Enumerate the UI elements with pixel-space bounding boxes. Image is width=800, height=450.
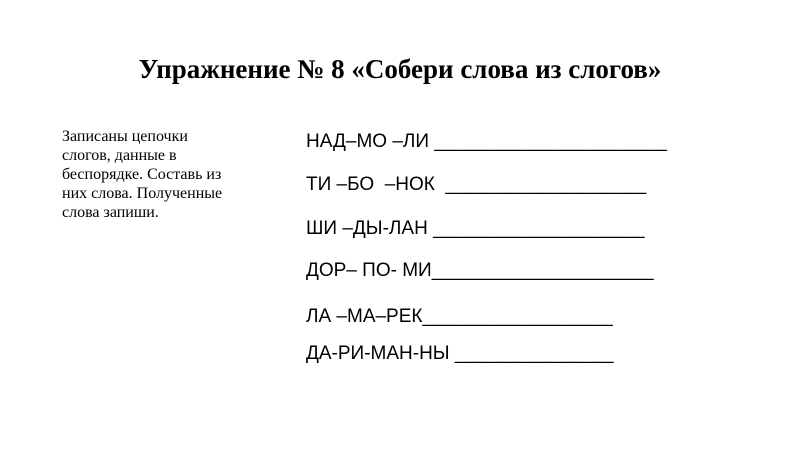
instructions-line: слогов, данные в — [62, 147, 177, 164]
task-row — [306, 258, 654, 284]
task-row — [306, 304, 613, 330]
instructions-text — [62, 127, 292, 222]
syllable-chain: ДОР– ПО- МИ — [306, 260, 432, 281]
answer-blank[interactable]: __________________ — [422, 306, 613, 327]
syllable-chain: НАД–МО –ЛИ — [306, 131, 435, 152]
syllable-chain: ШИ –ДЫ-ЛАН — [306, 218, 434, 239]
answer-blank[interactable]: ______________________ — [434, 131, 667, 152]
instructions-line: Записаны цепочки — [62, 128, 188, 145]
syllable-chain: ДА-РИ-МАН-НЫ — [306, 343, 455, 364]
instructions-line: слова запиши. — [62, 204, 159, 221]
task-row — [306, 216, 644, 242]
task-row — [306, 172, 646, 198]
answer-blank[interactable]: ____________________ — [433, 218, 645, 239]
instructions-line: них слова. Полученные — [62, 185, 223, 202]
answer-blank[interactable]: _____________________ — [431, 260, 654, 281]
answer-blank[interactable]: _______________ — [454, 343, 614, 364]
task-row — [306, 341, 613, 367]
task-list — [306, 0, 786, 450]
answer-blank[interactable]: ___________________ — [445, 174, 647, 195]
task-row — [306, 129, 667, 155]
syllable-chain: ТИ –БО –НОК — [306, 174, 446, 195]
syllable-chain: ЛА –МА–РЕК — [306, 306, 423, 327]
instructions-line: беспорядке. Составь из — [62, 166, 222, 183]
exercise-title: Упражнение № 8 «Собери слова из слогов» — [138, 54, 662, 84]
